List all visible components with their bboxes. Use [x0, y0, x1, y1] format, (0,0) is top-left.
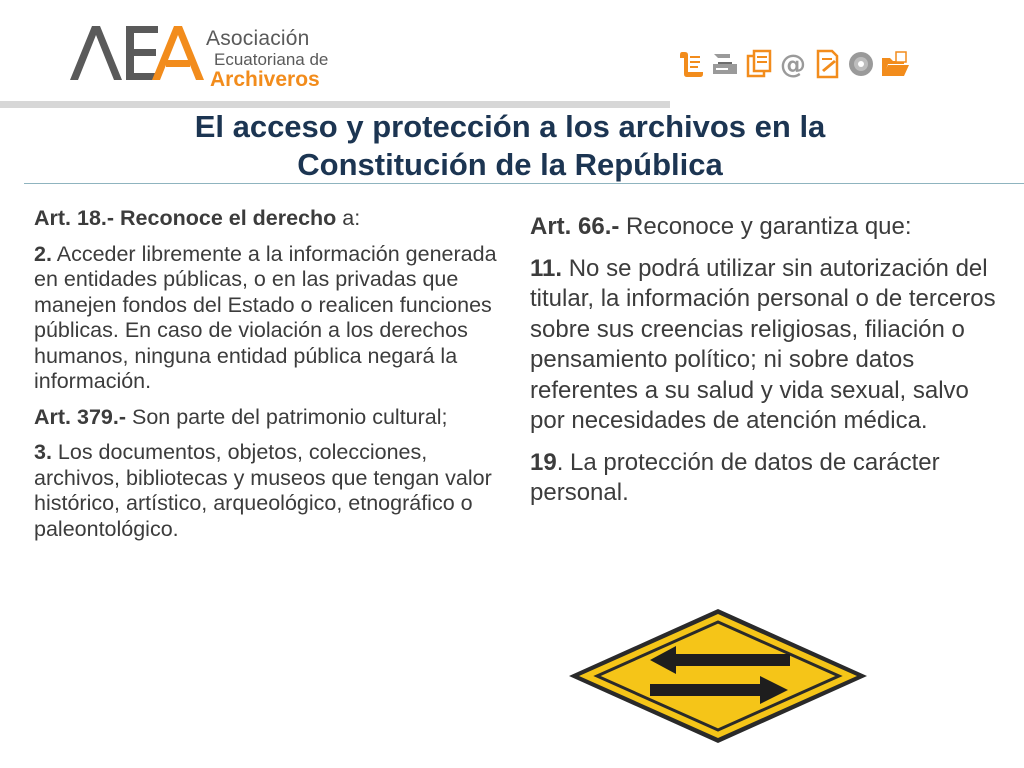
- item11-number: 11.: [530, 254, 563, 282]
- item3-number: 3.: [34, 440, 52, 464]
- scanner-icon: [710, 48, 740, 80]
- folder-icon: [880, 48, 910, 80]
- left-column: [34, 206, 502, 552]
- art379-text: Son parte del patrimonio cultural;: [126, 404, 448, 429]
- item19-number: 19: [530, 448, 557, 476]
- svg-text:@: @: [780, 50, 806, 80]
- header-icons: [676, 48, 910, 80]
- item3-text: Los documentos, objetos, colecciones, archivos, bibliotecas y museos que tengan valor histórico, artístico, arqueológico, etnográfico o paleontológico.: [34, 440, 492, 541]
- header-bar: [0, 101, 670, 108]
- item11-text: No se podrá utilizar sin autorización del titular, la información personal o de terceros sobre sus creencias religiosas, filiación o pensamiento político; ni sobre datos referentes a su salud y vida sexual, salvo por necesidades de atención médica.: [530, 254, 996, 434]
- art379-item3: [34, 440, 502, 542]
- title-line1: El acceso y protección a los archivos en la: [194, 109, 826, 144]
- certificate-icon: [812, 48, 842, 80]
- logo-wordmark: [206, 28, 328, 90]
- art66-text: Reconoce y garantiza que:: [619, 213, 912, 240]
- documents-icon: [744, 48, 774, 80]
- logo-line1: Asociación: [206, 27, 310, 50]
- item2-text: Acceder libremente a la información generada en entidades públicas, o en las privadas que manejen fondos del Estado o realicen funciones públicas. En caso de violación a los derechos humanos, ninguna entidad pública negará la información.: [34, 241, 497, 393]
- item2-number: 2.: [34, 241, 52, 266]
- art66-heading: [530, 212, 1010, 243]
- logo-line2: Ecuatoriana de: [214, 50, 329, 69]
- art18-heading: [34, 206, 502, 232]
- at-sign-icon: [778, 48, 808, 80]
- logo-line3: Archiveros: [210, 68, 320, 91]
- title-divider: [24, 183, 1024, 184]
- art18-label: Art. 18.- Reconoce el derecho: [34, 206, 337, 230]
- art18-item2: [34, 242, 502, 395]
- art18-suffix: a:: [336, 206, 361, 230]
- art66-item11: [530, 254, 1010, 437]
- item19-text: . La protección de datos de carácter personal.: [530, 448, 940, 506]
- title-line2: Constitución de la República: [297, 147, 723, 182]
- disc-icon: [846, 48, 876, 80]
- art379-label: Art. 379.-: [34, 404, 127, 429]
- art66-item19: [530, 448, 1010, 509]
- sign-face: [579, 614, 857, 738]
- art66-label: Art. 66.-: [530, 213, 620, 240]
- two-way-traffic-sign: [566, 606, 870, 746]
- right-column: [530, 212, 1010, 520]
- aea-logo-mark: [68, 22, 204, 84]
- page-title: [60, 108, 960, 184]
- aea-logo: [68, 22, 338, 92]
- art379-heading: [34, 405, 502, 431]
- scroll-icon: [676, 48, 706, 80]
